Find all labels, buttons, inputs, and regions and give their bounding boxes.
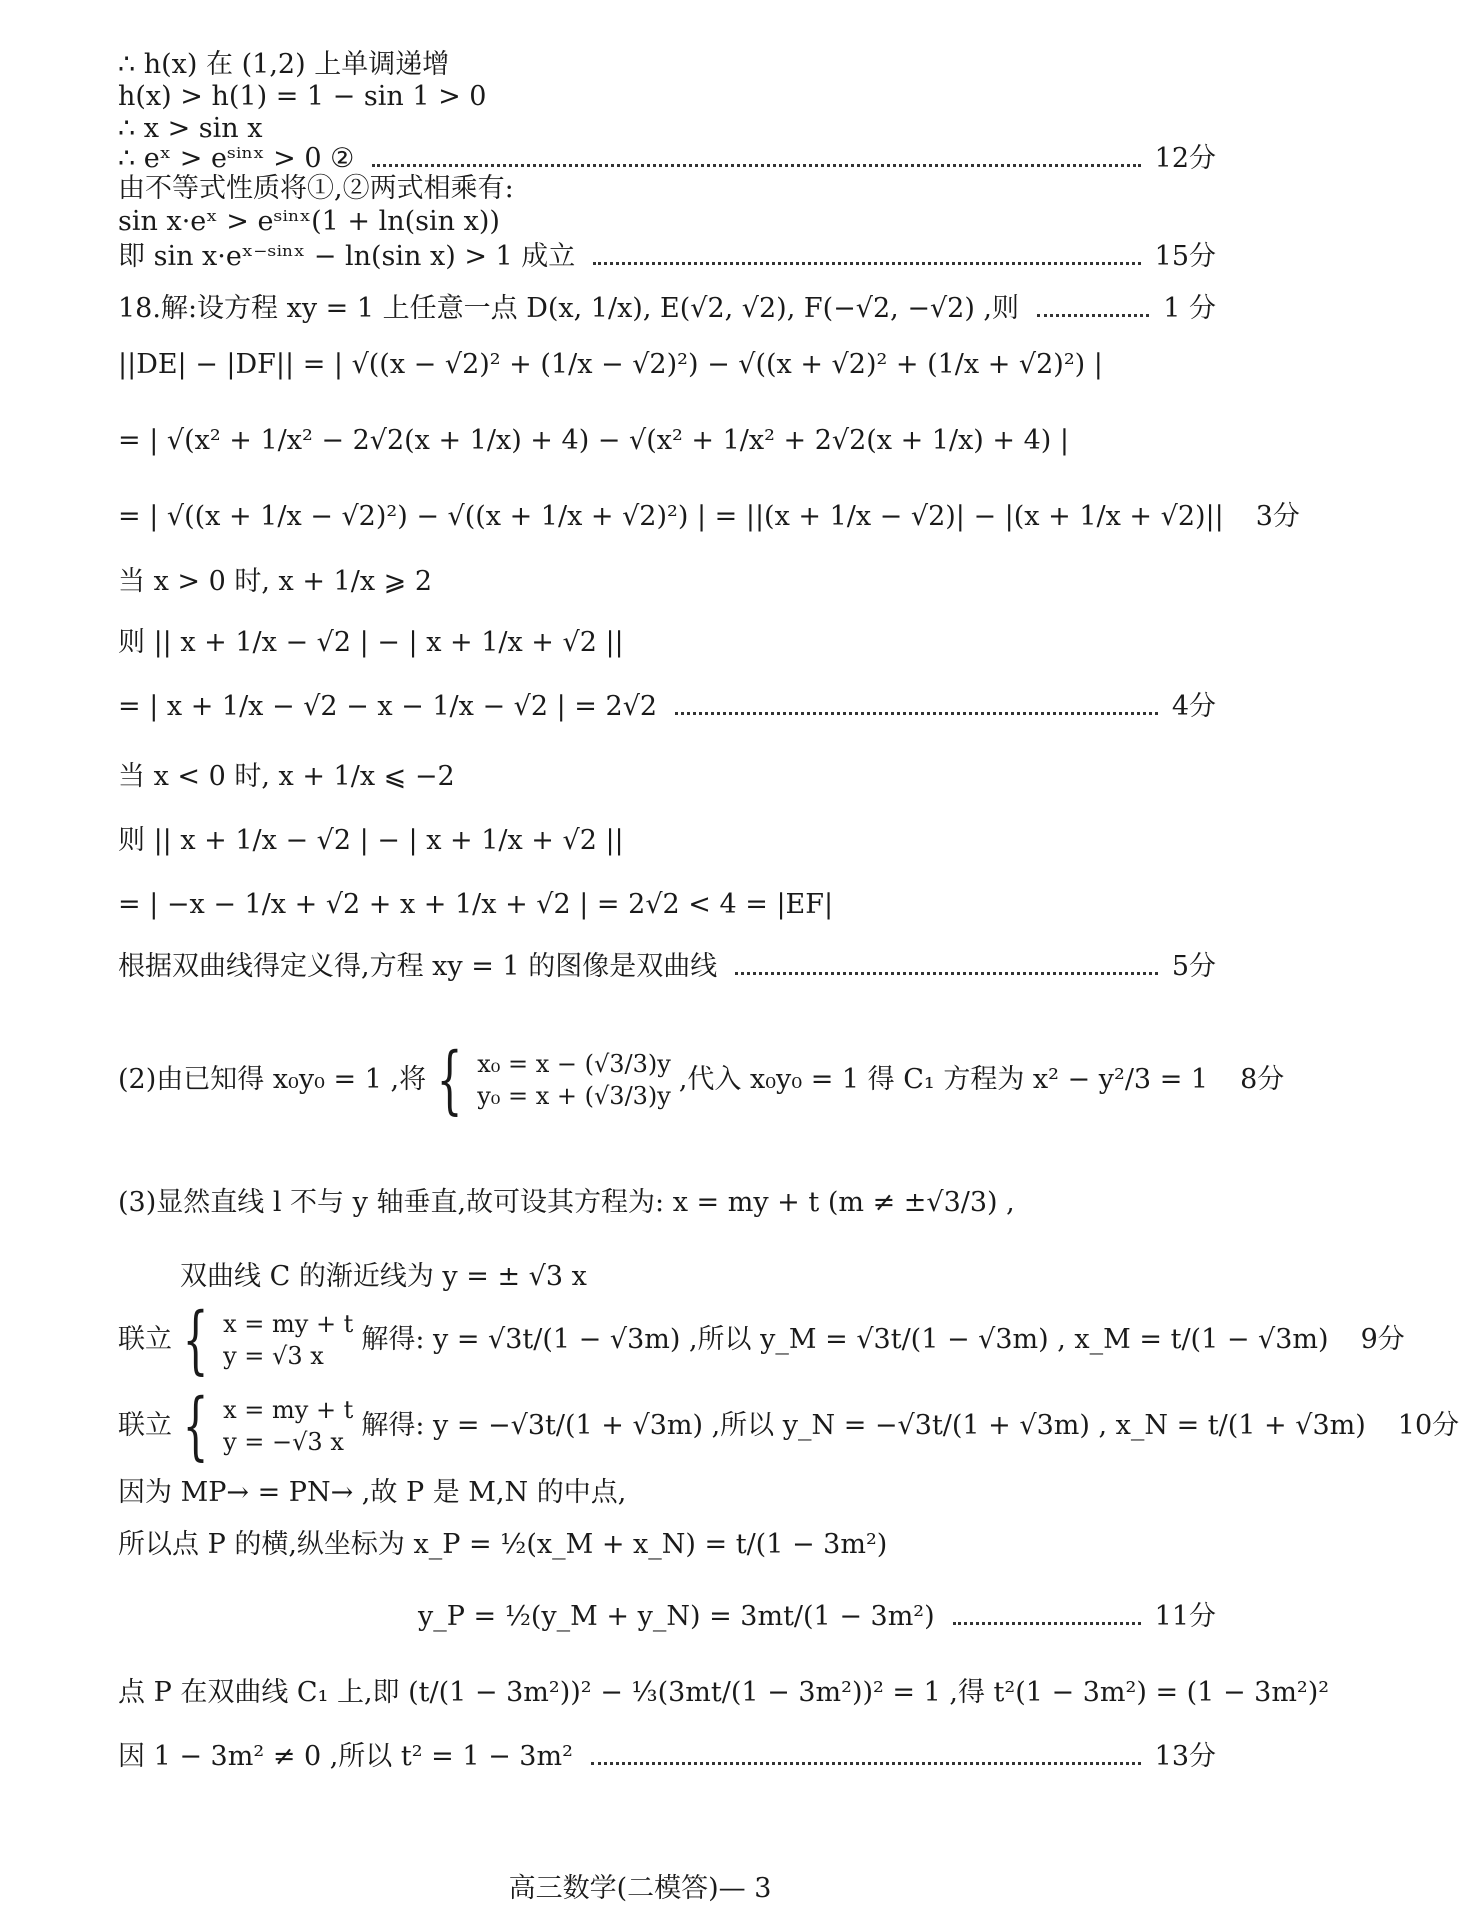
line-text: = | x + 1/x − √2 − x − 1/x − √2 | = 2√2 [118, 691, 658, 722]
score-label: 9分 [1360, 1324, 1405, 1355]
system-eq: y₀ = x + (√3/3)y [477, 1082, 671, 1110]
part2-line [118, 1030, 1285, 1130]
line-text: 因为 MP→ = PN→ ,故 P 是 M,N 的中点, [118, 1477, 627, 1508]
line-text: 根据双曲线得定义得,方程 xy = 1 的图像是双曲线 [118, 951, 718, 982]
solution-line [118, 142, 1216, 176]
brace-icon: { [436, 1037, 463, 1123]
line-text: 解得: y = −√3t/(1 + √3m) ,所以 y_N = −√3t/(1 + √3m) , x_N = t/(1 + √3m) [361, 1410, 1366, 1441]
line-text: ∴ eˣ > eˢⁱⁿˣ > 0 ② [118, 143, 355, 174]
line-text: 所以点 P 的横,纵坐标为 x_P = ½(x_M + x_N) = t/(1 − 3m²) [118, 1529, 888, 1560]
solution-line [118, 1528, 1216, 1562]
solution-line [118, 950, 1216, 984]
system-eq: x = my + t [223, 1396, 354, 1424]
line-text: 则 || x + 1/x − √2 | − | x + 1/x + √2 || [118, 825, 624, 856]
score-label: 3分 [1255, 501, 1300, 532]
system-equations [223, 1394, 353, 1458]
line-text: 当 x > 0 时, x + 1/x ⩾ 2 [118, 566, 433, 597]
system-eq: y = −√3 x [223, 1428, 344, 1456]
line-text: 18.解:设方程 xy = 1 上任意一点 D(x, 1/x), E(√2, √2), F(−√2, −√2) ,则 [118, 293, 1020, 324]
line-text: 则 || x + 1/x − √2 | − | x + 1/x + √2 || [118, 627, 624, 658]
solution-line [118, 500, 1300, 534]
line-text: h(x) > h(1) = 1 − sin 1 > 0 [118, 81, 487, 112]
score-label: 5分 [1171, 951, 1216, 982]
score-leader [372, 164, 1140, 167]
line-text: ||DE| − |DF|| = | √((x − √2)² + (1/x − √2)²) − √((x + √2)² + (1/x + √2)²) | [118, 349, 1103, 380]
solution-line [118, 565, 1216, 599]
solution-line [118, 48, 1216, 82]
solution-line [118, 1676, 1330, 1710]
solution-line [118, 205, 1216, 239]
solution-line [118, 1186, 1216, 1220]
score-label: 8分 [1240, 1064, 1285, 1095]
line-text: ∴ x > sin x [118, 113, 263, 144]
solution-line [118, 888, 1216, 922]
solution-line [118, 112, 1216, 146]
solution-line [180, 1260, 1216, 1294]
line-text: (3)显然直线 l 不与 y 轴垂直,故可设其方程为: x = my + t (m ≠ ±√3/3) , [118, 1187, 1015, 1218]
brace-icon: { [182, 1297, 209, 1383]
system-n-line [118, 1383, 1459, 1469]
line-text: 当 x < 0 时, x + 1/x ⩽ −2 [118, 761, 455, 792]
solution-line [118, 1476, 1216, 1510]
score-label: 13分 [1154, 1741, 1216, 1772]
system-eq: x = my + t [223, 1310, 354, 1338]
line-text: 即 sin x·eˣ⁻ˢⁱⁿˣ − ln(sin x) > 1 成立 [118, 241, 576, 272]
score-leader [591, 1762, 1141, 1765]
system-eq: y = √3 x [223, 1342, 324, 1370]
equation-system [172, 1383, 361, 1469]
line-text: 双曲线 C 的渐近线为 y = ± √3 x [180, 1261, 587, 1292]
line-text: 点 P 在双曲线 C₁ 上,即 (t/(1 − 3m²))² − ⅓(3mt/(1 − 3m²))² = 1 ,得 t²(1 − 3m²) = (1 − 3m²)² [118, 1677, 1330, 1708]
system-equations [477, 1048, 671, 1112]
solution-line [118, 80, 1216, 114]
equation-system [172, 1297, 361, 1383]
line-text: y_P = ½(y_M + y_N) = 3mt/(1 − 3m²) [418, 1601, 935, 1632]
solution-line [118, 1740, 1216, 1774]
line-text: = | √(x² + 1/x² − 2√2(x + 1/x) + 4) − √(x² + 1/x² + 2√2(x + 1/x) + 4) | [118, 425, 1070, 456]
score-label: 1 分 [1163, 293, 1216, 324]
score-label: 4分 [1171, 691, 1216, 722]
line-text: = | √((x + 1/x − √2)²) − √((x + 1/x + √2)²) | = ||(x + 1/x − √2)| − |(x + 1/x + √2)|| [118, 501, 1224, 532]
solution-line [118, 172, 1216, 206]
score-leader [735, 972, 1158, 975]
solution-line [118, 292, 1216, 326]
score-label: 11分 [1154, 1601, 1216, 1632]
brace-icon: { [182, 1383, 209, 1469]
score-leader [593, 262, 1140, 265]
equation-system [426, 1037, 679, 1123]
solution-line [118, 240, 1216, 274]
part2-suffix: ,代入 x₀y₀ = 1 得 C₁ 方程为 x² − y²/3 = 1 [678, 1064, 1209, 1095]
page-footer: 高三数学(二模答)— 3 [508, 1873, 772, 1904]
solution-line [118, 348, 1216, 382]
line-text: 因 1 − 3m² ≠ 0 ,所以 t² = 1 − 3m² [118, 1741, 573, 1772]
score-leader [1037, 314, 1149, 317]
system-m-line [118, 1297, 1405, 1383]
score-label: 12分 [1154, 143, 1216, 174]
score-leader [953, 1622, 1141, 1625]
system-eq: x₀ = x − (√3/3)y [477, 1050, 671, 1078]
solution-line [118, 690, 1216, 724]
line-text: ∴ h(x) 在 (1,2) 上单调递增 [118, 49, 450, 80]
line-text: 由不等式性质将①,②两式相乘有: [118, 173, 514, 204]
solution-line [418, 1600, 1216, 1634]
solution-line [118, 424, 1216, 458]
system-prefix: 联立 [118, 1324, 172, 1355]
score-leader [675, 712, 1158, 715]
line-text: = | −x − 1/x + √2 + x + 1/x + √2 | = 2√2 < 4 = |EF| [118, 889, 834, 920]
score-label: 10分 [1397, 1410, 1459, 1441]
score-label: 15分 [1154, 241, 1216, 272]
line-text: sin x·eˣ > eˢⁱⁿˣ(1 + ln(sin x)) [118, 206, 500, 237]
line-text: 解得: y = √3t/(1 − √3m) ,所以 y_M = √3t/(1 − √3m) , x_M = t/(1 − √3m) [361, 1324, 1329, 1355]
solution-line [118, 626, 1216, 660]
part2-prefix: (2)由已知得 x₀y₀ = 1 ,将 [118, 1064, 427, 1095]
solution-line [118, 824, 1216, 858]
system-prefix: 联立 [118, 1410, 172, 1441]
system-equations [223, 1308, 353, 1372]
solution-line [118, 760, 1216, 794]
